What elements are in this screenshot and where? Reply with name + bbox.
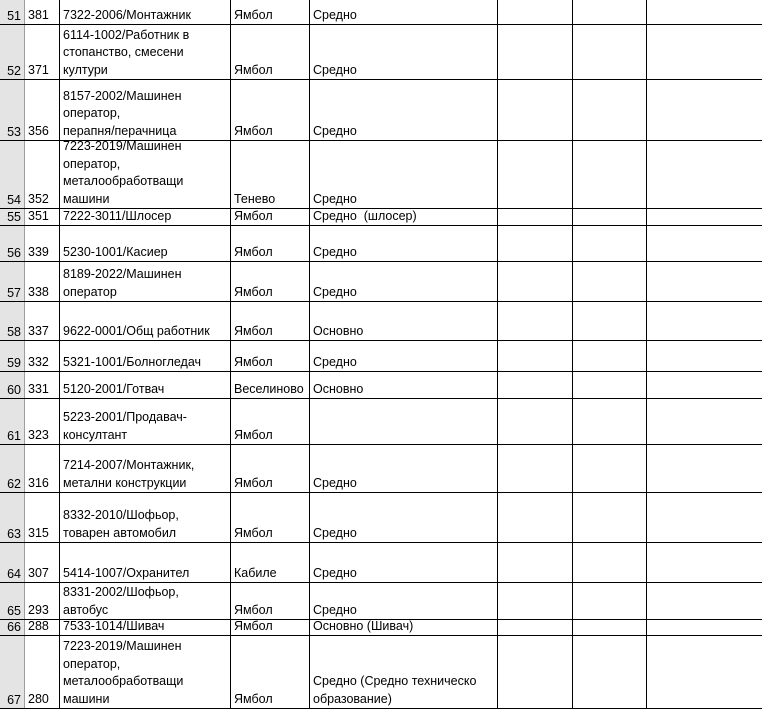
row-header[interactable]: 54 bbox=[0, 141, 25, 208]
cell-empty[interactable] bbox=[573, 80, 647, 140]
cell-location[interactable] bbox=[231, 209, 310, 225]
cell-location-text: Ямбол bbox=[234, 62, 273, 77]
cell-position-text: 7322-2006/Монтажник bbox=[63, 7, 191, 22]
cell-education-text: Средно (шлосер) bbox=[313, 209, 417, 223]
cell-empty[interactable] bbox=[498, 141, 573, 208]
cell-code[interactable] bbox=[25, 583, 60, 619]
cell-education-text: Средно bbox=[313, 7, 357, 22]
cell-empty[interactable] bbox=[573, 583, 647, 619]
cell-position[interactable] bbox=[60, 0, 231, 24]
cell-position[interactable] bbox=[60, 399, 231, 444]
cell-position[interactable] bbox=[60, 209, 231, 225]
table-row bbox=[0, 0, 762, 25]
cell-location[interactable] bbox=[231, 262, 310, 301]
cell-location-text: Тенево bbox=[234, 191, 276, 206]
cell-location-text: Ямбол bbox=[234, 525, 273, 540]
cell-location-text: Ямбол bbox=[234, 244, 273, 259]
cell-education-text: Средно bbox=[313, 475, 357, 490]
cell-education[interactable] bbox=[310, 445, 498, 492]
table-row bbox=[0, 372, 762, 399]
cell-code-text: 339 bbox=[28, 244, 49, 259]
row-header[interactable]: 56 bbox=[0, 226, 25, 261]
cell-location-text: Ямбол bbox=[234, 620, 273, 633]
cell-position-text: 7223-2019/Машинен оператор, металообработващи машини bbox=[63, 639, 184, 706]
cell-code[interactable] bbox=[25, 302, 60, 340]
cell-location[interactable] bbox=[231, 341, 310, 371]
table-row bbox=[0, 209, 762, 226]
cell-position-text: 5223-2001/Продавач- консултант bbox=[63, 410, 187, 442]
cell-position-text: 8189-2022/Машинен оператор bbox=[63, 267, 182, 299]
cell-code[interactable] bbox=[25, 372, 60, 398]
cell-code[interactable] bbox=[25, 226, 60, 261]
cell-position[interactable] bbox=[60, 445, 231, 492]
cell-education[interactable] bbox=[310, 141, 498, 208]
cell-location[interactable] bbox=[231, 583, 310, 619]
cell-location[interactable] bbox=[231, 543, 310, 582]
cell-location[interactable] bbox=[231, 25, 310, 79]
row-header[interactable]: 61 bbox=[0, 399, 25, 444]
cell-position[interactable] bbox=[60, 302, 231, 340]
cell-empty[interactable] bbox=[498, 226, 573, 261]
cell-empty[interactable] bbox=[647, 226, 762, 261]
cell-empty[interactable] bbox=[647, 0, 762, 24]
cell-position[interactable] bbox=[60, 636, 231, 708]
cell-education[interactable] bbox=[310, 399, 498, 444]
cell-education[interactable] bbox=[310, 0, 498, 24]
cell-empty[interactable] bbox=[498, 636, 573, 708]
cell-education[interactable] bbox=[310, 583, 498, 619]
cell-empty[interactable] bbox=[647, 583, 762, 619]
cell-empty[interactable] bbox=[498, 341, 573, 371]
cell-empty[interactable] bbox=[573, 25, 647, 79]
cell-position[interactable] bbox=[60, 543, 231, 582]
cell-empty[interactable] bbox=[573, 302, 647, 340]
cell-code-text: 351 bbox=[28, 209, 49, 223]
cell-education[interactable] bbox=[310, 620, 498, 635]
cell-location-text: Кабиле bbox=[234, 565, 277, 580]
cell-code-text: 331 bbox=[28, 381, 49, 396]
row-header[interactable]: 65 bbox=[0, 583, 25, 619]
cell-code[interactable] bbox=[25, 25, 60, 79]
cell-empty[interactable] bbox=[647, 341, 762, 371]
cell-empty[interactable] bbox=[498, 445, 573, 492]
cell-empty[interactable] bbox=[498, 262, 573, 301]
cell-empty[interactable] bbox=[573, 226, 647, 261]
cell-code[interactable] bbox=[25, 543, 60, 582]
cell-position[interactable] bbox=[60, 493, 231, 542]
cell-education-text: Средно bbox=[313, 62, 357, 77]
cell-code[interactable] bbox=[25, 0, 60, 24]
cell-empty[interactable] bbox=[573, 141, 647, 208]
cell-education-text: Средно (Средно техническо образование) bbox=[313, 674, 477, 706]
cell-location-text: Веселиново bbox=[234, 381, 304, 396]
cell-empty[interactable] bbox=[498, 620, 573, 635]
table-row bbox=[0, 302, 762, 341]
cell-location-text: Ямбол bbox=[234, 209, 273, 223]
cell-location[interactable] bbox=[231, 636, 310, 708]
cell-empty[interactable] bbox=[647, 620, 762, 635]
cell-code-text: 323 bbox=[28, 427, 49, 442]
cell-empty[interactable] bbox=[573, 341, 647, 371]
cell-location-text: Ямбол bbox=[234, 354, 273, 369]
cell-education[interactable] bbox=[310, 262, 498, 301]
cell-education-text: Средно bbox=[313, 123, 357, 138]
row-header[interactable]: 62 bbox=[0, 445, 25, 492]
cell-code-text: 293 bbox=[28, 602, 49, 617]
cell-empty[interactable] bbox=[498, 583, 573, 619]
row-header[interactable]: 51 bbox=[0, 0, 25, 24]
row-header[interactable]: 59 bbox=[0, 341, 25, 371]
table-row bbox=[0, 493, 762, 543]
cell-position[interactable] bbox=[60, 25, 231, 79]
row-header[interactable]: 58 bbox=[0, 302, 25, 340]
cell-empty[interactable] bbox=[498, 25, 573, 79]
cell-empty[interactable] bbox=[498, 372, 573, 398]
cell-empty[interactable] bbox=[573, 493, 647, 542]
cell-code-text: 288 bbox=[28, 620, 49, 633]
cell-code[interactable] bbox=[25, 636, 60, 708]
table-row bbox=[0, 25, 762, 80]
table-row bbox=[0, 262, 762, 302]
cell-empty[interactable] bbox=[498, 209, 573, 225]
cell-empty[interactable] bbox=[647, 372, 762, 398]
row-header[interactable]: 63 bbox=[0, 493, 25, 542]
cell-education[interactable] bbox=[310, 226, 498, 261]
cell-education-text: Средно bbox=[313, 244, 357, 259]
cell-empty[interactable] bbox=[647, 262, 762, 301]
cell-position-text: 5230-1001/Касиер bbox=[63, 244, 168, 259]
row-header[interactable]: 55 bbox=[0, 209, 25, 225]
cell-code[interactable] bbox=[25, 620, 60, 635]
cell-education[interactable] bbox=[310, 543, 498, 582]
cell-empty[interactable] bbox=[573, 209, 647, 225]
cell-position-text: 8331-2002/Шофьор, автобус bbox=[63, 585, 179, 617]
cell-position-text: 7214-2007/Монтажник, метални конструкции bbox=[63, 458, 195, 490]
row-header[interactable]: 64 bbox=[0, 543, 25, 582]
cell-empty[interactable] bbox=[498, 80, 573, 140]
cell-education[interactable] bbox=[310, 25, 498, 79]
cell-position-text: 8157-2002/Машинен оператор, перапня/перачница bbox=[63, 88, 182, 138]
cell-education-text: Средно bbox=[313, 565, 357, 580]
cell-location-text: Ямбол bbox=[234, 427, 273, 442]
cell-code-text: 307 bbox=[28, 565, 49, 580]
cell-education[interactable] bbox=[310, 302, 498, 340]
cell-code-text: 352 bbox=[28, 191, 49, 206]
cell-code[interactable] bbox=[25, 141, 60, 208]
cell-education[interactable] bbox=[310, 636, 498, 708]
cell-location[interactable] bbox=[231, 399, 310, 444]
table-row bbox=[0, 543, 762, 583]
cell-empty[interactable] bbox=[573, 543, 647, 582]
cell-code[interactable] bbox=[25, 80, 60, 140]
cell-empty[interactable] bbox=[647, 445, 762, 492]
cell-empty[interactable] bbox=[647, 25, 762, 79]
table-row bbox=[0, 399, 762, 445]
cell-education-text: Средно bbox=[313, 354, 357, 369]
cell-empty[interactable] bbox=[647, 209, 762, 225]
cell-education-text: Основно bbox=[313, 381, 364, 396]
cell-education-text: Основно bbox=[313, 323, 364, 338]
cell-empty[interactable] bbox=[573, 372, 647, 398]
cell-code[interactable] bbox=[25, 262, 60, 301]
cell-location-text: Ямбол bbox=[234, 691, 273, 706]
cell-code-text: 332 bbox=[28, 354, 49, 369]
cell-code-text: 316 bbox=[28, 475, 49, 490]
cell-code-text: 371 bbox=[28, 62, 49, 77]
cell-location[interactable] bbox=[231, 0, 310, 24]
cell-education[interactable] bbox=[310, 341, 498, 371]
table-row bbox=[0, 445, 762, 493]
cell-empty[interactable] bbox=[647, 543, 762, 582]
cell-empty[interactable] bbox=[647, 141, 762, 208]
cell-position[interactable] bbox=[60, 262, 231, 301]
cell-position-text: 5414-1007/Охранител bbox=[63, 565, 190, 580]
cell-location[interactable] bbox=[231, 372, 310, 398]
cell-code-text: 381 bbox=[28, 7, 49, 22]
cell-empty[interactable] bbox=[573, 399, 647, 444]
cell-empty[interactable] bbox=[573, 636, 647, 708]
cell-empty[interactable] bbox=[647, 302, 762, 340]
cell-empty[interactable] bbox=[498, 399, 573, 444]
cell-empty[interactable] bbox=[647, 399, 762, 444]
cell-position-text: 7533-1014/Шивач bbox=[63, 620, 165, 633]
cell-location[interactable] bbox=[231, 226, 310, 261]
cell-location-text: Ямбол bbox=[234, 7, 273, 22]
cell-education-text: Средно bbox=[313, 284, 357, 299]
cell-code-text: 337 bbox=[28, 323, 49, 338]
table-row bbox=[0, 141, 762, 209]
cell-code-text: 280 bbox=[28, 691, 49, 706]
cell-position-text: 7222-3011/Шлосер bbox=[63, 209, 172, 223]
cell-code[interactable] bbox=[25, 209, 60, 225]
row-header[interactable]: 53 bbox=[0, 80, 25, 140]
cell-location[interactable] bbox=[231, 445, 310, 492]
cell-location-text: Ямбол bbox=[234, 123, 273, 138]
cell-location-text: Ямбол bbox=[234, 602, 273, 617]
cell-location-text: Ямбол bbox=[234, 475, 273, 490]
cell-code-text: 356 bbox=[28, 123, 49, 138]
cell-education[interactable] bbox=[310, 493, 498, 542]
cell-location-text: Ямбол bbox=[234, 323, 273, 338]
cell-position-text: 5120-2001/Готвач bbox=[63, 381, 165, 396]
cell-code[interactable] bbox=[25, 493, 60, 542]
cell-empty[interactable] bbox=[498, 302, 573, 340]
cell-education[interactable] bbox=[310, 209, 498, 225]
cell-position[interactable] bbox=[60, 341, 231, 371]
cell-empty[interactable] bbox=[647, 636, 762, 708]
cell-position[interactable] bbox=[60, 80, 231, 140]
cell-position-text: 7223-2019/Машинен оператор, металообработващи машини bbox=[63, 141, 184, 206]
cell-location[interactable] bbox=[231, 302, 310, 340]
row-header[interactable]: 66 bbox=[0, 620, 25, 635]
cell-empty[interactable] bbox=[498, 493, 573, 542]
cell-empty[interactable] bbox=[573, 262, 647, 301]
cell-position-text: 9622-0001/Общ работник bbox=[63, 323, 210, 338]
row-header[interactable]: 67 bbox=[0, 636, 25, 708]
cell-empty[interactable] bbox=[573, 445, 647, 492]
cell-education-text: Средно bbox=[313, 525, 357, 540]
table-row bbox=[0, 80, 762, 141]
cell-position-text: 6114-1002/Работник в стопанство, смесени култури bbox=[63, 27, 190, 77]
cell-education[interactable] bbox=[310, 80, 498, 140]
cell-position[interactable] bbox=[60, 372, 231, 398]
cell-location-text: Ямбол bbox=[234, 284, 273, 299]
cell-empty[interactable] bbox=[498, 543, 573, 582]
cell-education-text: Основно (Шивач) bbox=[313, 620, 414, 633]
cell-code-text: 338 bbox=[28, 284, 49, 299]
cell-position[interactable] bbox=[60, 583, 231, 619]
cell-empty[interactable] bbox=[647, 493, 762, 542]
cell-code[interactable] bbox=[25, 445, 60, 492]
table-row bbox=[0, 226, 762, 262]
cell-empty[interactable] bbox=[498, 0, 573, 24]
cell-education-text: Средно bbox=[313, 602, 357, 617]
cell-empty[interactable] bbox=[573, 0, 647, 24]
cell-location[interactable] bbox=[231, 80, 310, 140]
cell-position[interactable] bbox=[60, 226, 231, 261]
cell-position[interactable] bbox=[60, 620, 231, 635]
cell-position-text: 8332-2010/Шофьор, товарен автомобил bbox=[63, 508, 179, 540]
cell-location[interactable] bbox=[231, 493, 310, 542]
cell-code[interactable] bbox=[25, 341, 60, 371]
table-row bbox=[0, 620, 762, 636]
row-header[interactable]: 60 bbox=[0, 372, 25, 398]
row-header[interactable]: 52 bbox=[0, 25, 25, 79]
cell-location[interactable] bbox=[231, 620, 310, 635]
cell-location[interactable] bbox=[231, 141, 310, 208]
cell-empty[interactable] bbox=[573, 620, 647, 635]
cell-code-text: 315 bbox=[28, 525, 49, 540]
cell-empty[interactable] bbox=[647, 80, 762, 140]
table-row bbox=[0, 583, 762, 620]
cell-education-text: Средно bbox=[313, 191, 357, 206]
cell-education[interactable] bbox=[310, 372, 498, 398]
cell-position[interactable] bbox=[60, 141, 231, 208]
cell-position-text: 5321-1001/Болногледач bbox=[63, 354, 202, 369]
table-row bbox=[0, 341, 762, 372]
table-row bbox=[0, 636, 762, 709]
row-header[interactable]: 57 bbox=[0, 262, 25, 301]
cell-code[interactable] bbox=[25, 399, 60, 444]
